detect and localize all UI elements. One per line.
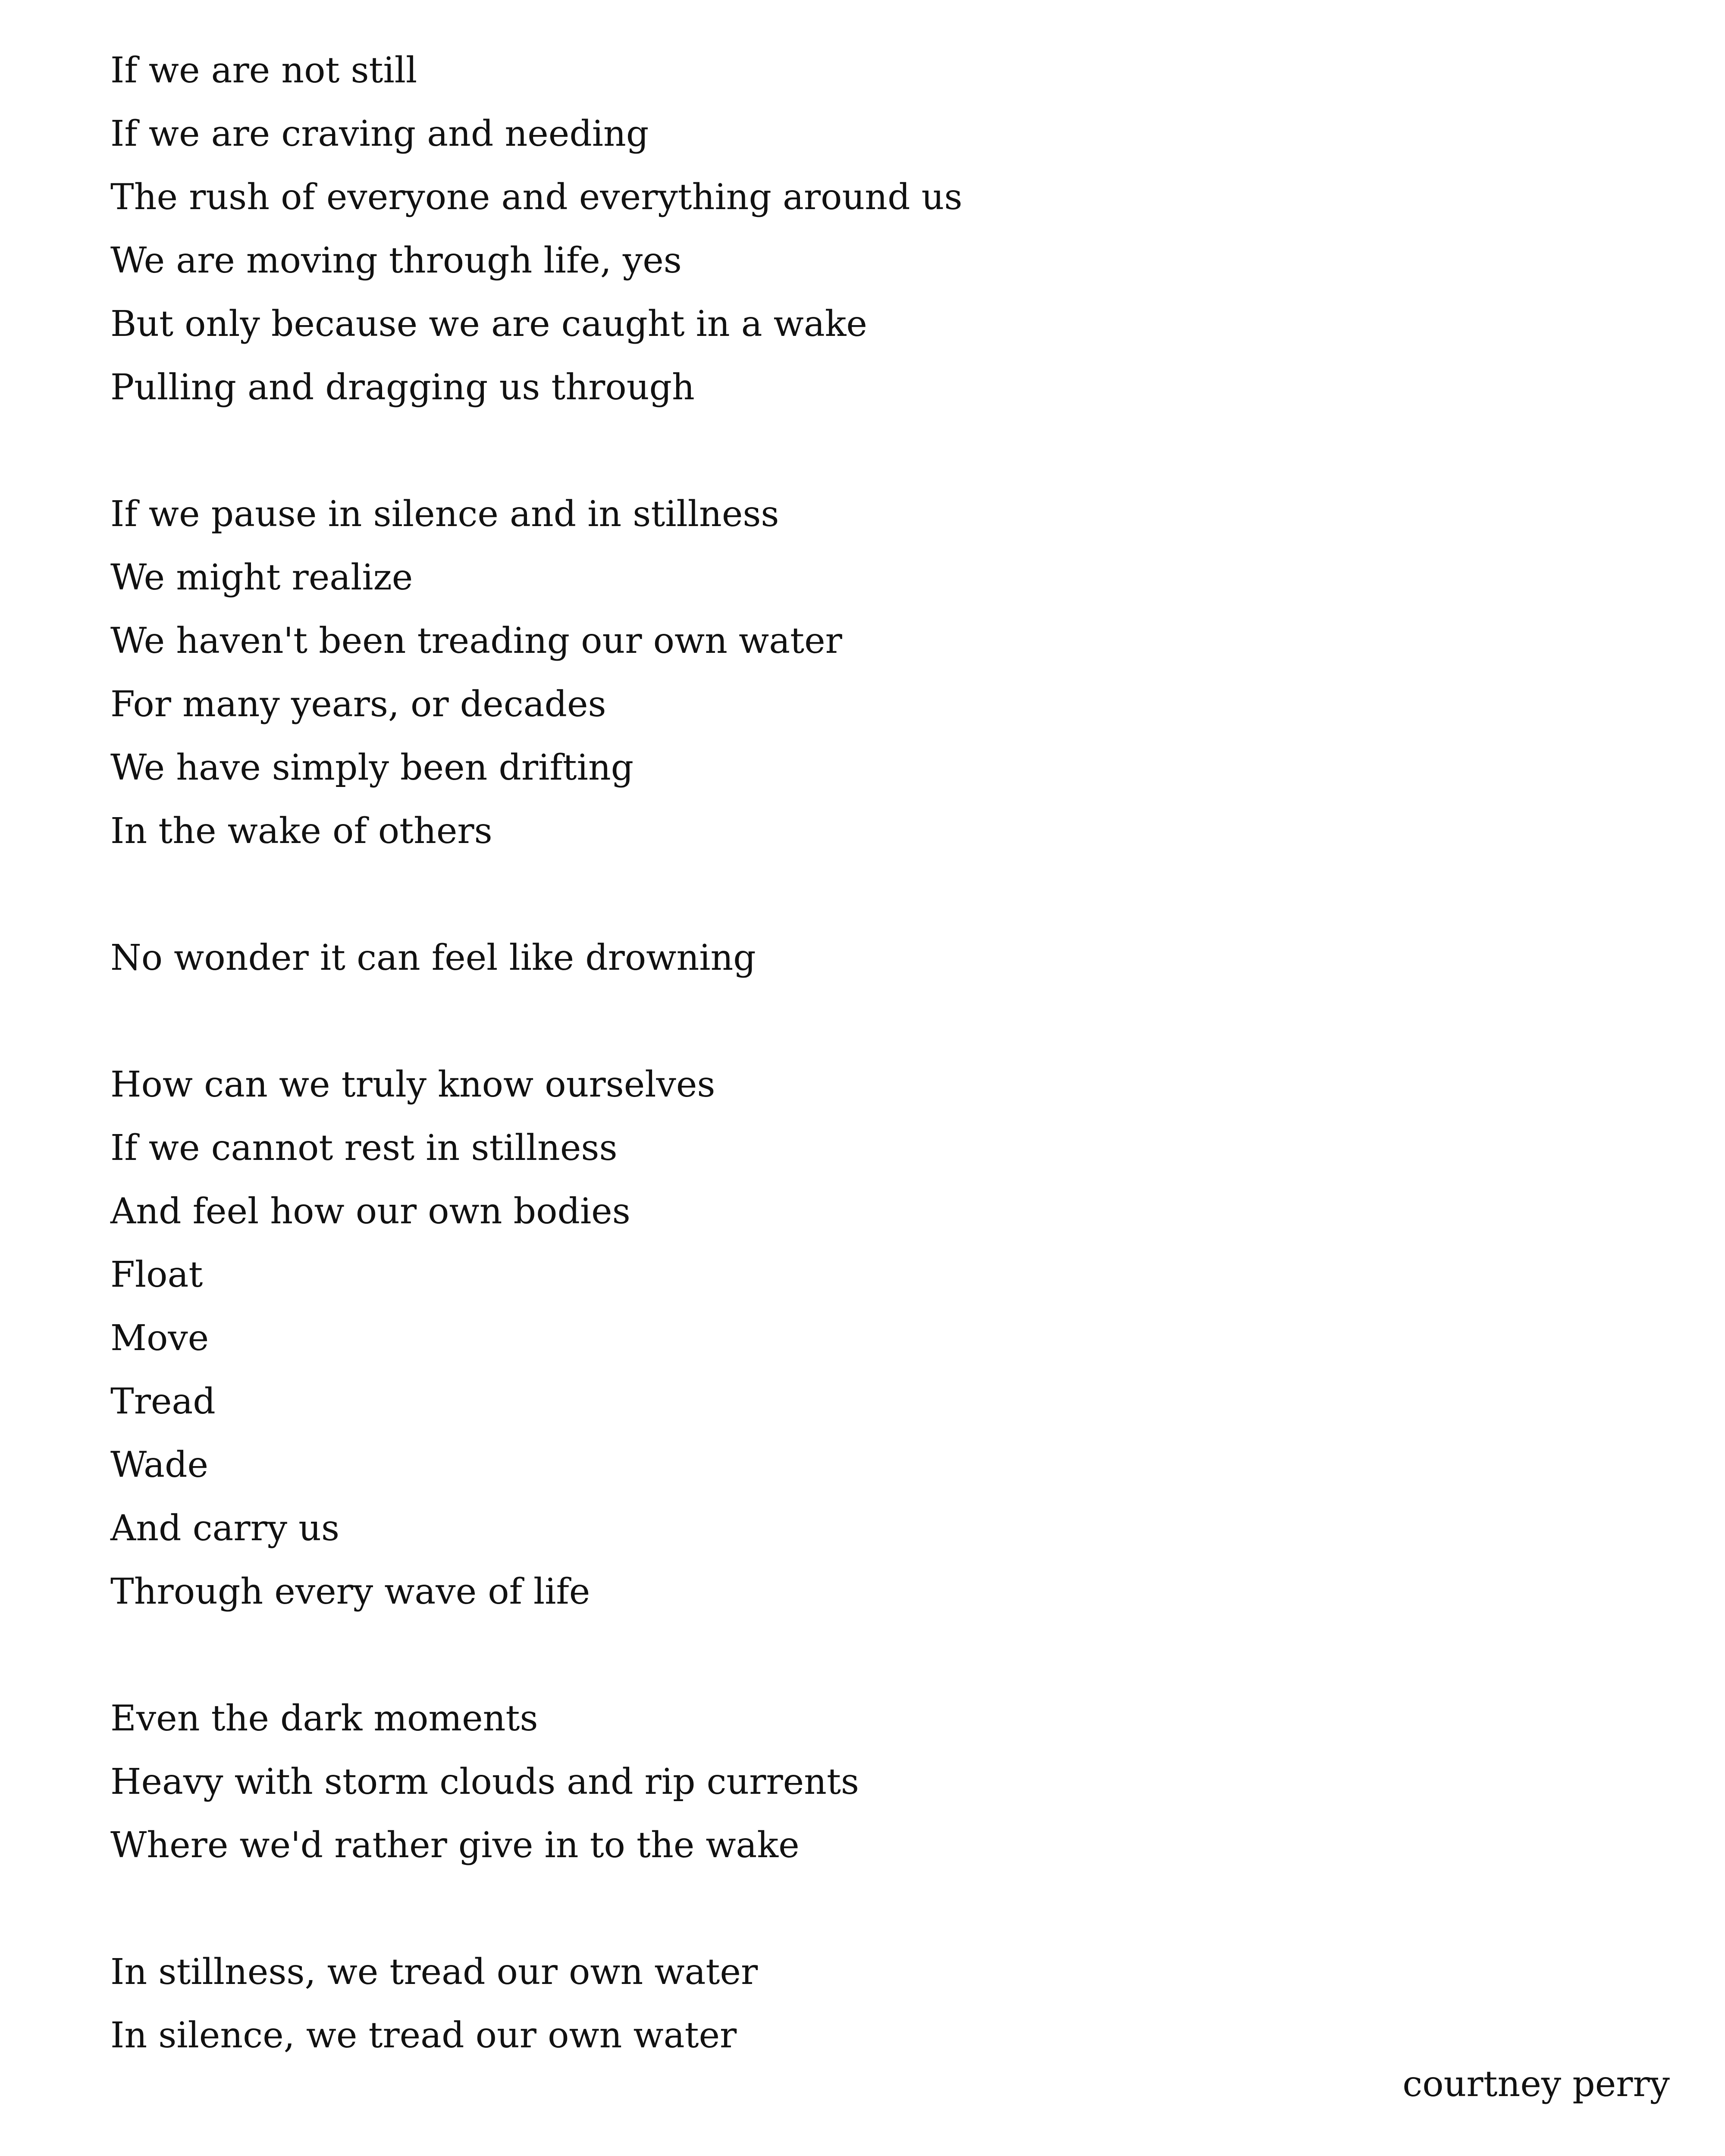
poem-line: If we pause in silence and in stillness	[110, 494, 779, 535]
poem-line: Pulling and dragging us through	[110, 367, 695, 408]
poem-line: And feel how our own bodies	[110, 1191, 630, 1232]
poem-line: Heavy with storm clouds and rip currents	[110, 1761, 859, 1802]
stanza-6	[110, 1940, 1534, 2067]
poem-line: Even the dark moments	[110, 1698, 538, 1739]
poem-line: We are moving through life, yes	[110, 240, 682, 281]
poem-line: The rush of everyone and everything around us	[110, 177, 963, 218]
poem-line: Move	[110, 1318, 209, 1359]
poem-line: If we are not still	[110, 50, 417, 91]
poem-line: We haven't been treading our own water	[110, 620, 842, 661]
poem-line: And carry us	[110, 1508, 340, 1549]
poem-line: But only because we are caught in a wake	[110, 304, 867, 345]
poem-line: In stillness, we tread our own water	[110, 1952, 758, 1993]
poem-line: In silence, we tread our own water	[110, 2015, 737, 2056]
poem-line: Wade	[110, 1445, 209, 1485]
stanza-4	[110, 1053, 1534, 1623]
stanza-5	[110, 1687, 1534, 1877]
poem-line: No wonder it can feel like drowning	[110, 937, 756, 978]
poem-line: For many years, or decades	[110, 684, 606, 725]
poem-line: Through every wave of life	[110, 1571, 590, 1612]
poem-line: We have simply been drifting	[110, 747, 634, 788]
poem-line: We might realize	[110, 557, 413, 598]
stanza-2	[110, 483, 1534, 863]
poem-body	[110, 39, 1534, 2067]
stanza-1	[110, 39, 1534, 419]
poem-line: How can we truly know ourselves	[110, 1064, 715, 1105]
poem-line: In the wake of others	[110, 811, 492, 852]
poem-line: If we are craving and needing	[110, 113, 649, 154]
poem-line: Float	[110, 1254, 203, 1295]
poem-line: Tread	[110, 1381, 216, 1422]
author-signature: courtney perry	[1402, 2064, 1670, 2105]
poem-line: If we cannot rest in stillness	[110, 1128, 618, 1169]
poem-line: Where we'd rather give in to the wake	[110, 1825, 800, 1866]
stanza-3	[110, 926, 1534, 990]
